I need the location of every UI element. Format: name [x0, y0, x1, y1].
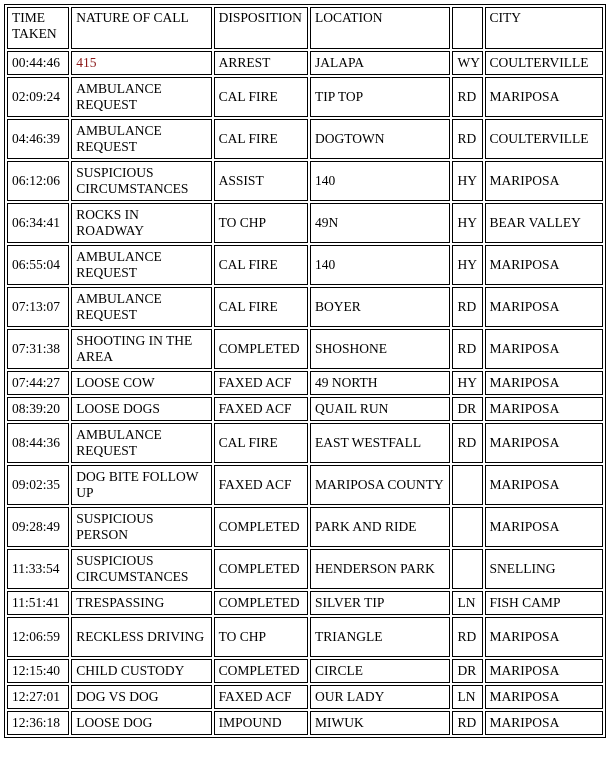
- cell-disposition: CAL FIRE: [214, 77, 308, 117]
- cell-disposition: IMPOUND: [214, 711, 308, 735]
- cell-disposition: CAL FIRE: [214, 423, 308, 463]
- cell-time-taken: 02:09:24: [7, 77, 69, 117]
- cell-nature-of-call: LOOSE DOG: [71, 711, 211, 735]
- table-row: [7, 711, 603, 735]
- table-row: [7, 507, 603, 547]
- cell-time-taken: 06:34:41: [7, 203, 69, 243]
- cell-city: MARIPOSA: [485, 77, 603, 117]
- header-suffix: [452, 7, 482, 49]
- cell-disposition: ASSIST: [214, 161, 308, 201]
- cell-time-taken: 11:51:41: [7, 591, 69, 615]
- cell-nature-of-call: SUSPICIOUS CIRCUMSTANCES: [71, 549, 211, 589]
- cell-city: COULTERVILLE: [485, 51, 603, 75]
- cell-suffix: LN: [452, 685, 482, 709]
- cell-disposition: FAXED ACF: [214, 371, 308, 395]
- cell-suffix: RD: [452, 77, 482, 117]
- cell-location: SILVER TIP: [310, 591, 450, 615]
- table-row: [7, 287, 603, 327]
- cell-time-taken: 09:02:35: [7, 465, 69, 505]
- cell-disposition: FAXED ACF: [214, 685, 308, 709]
- cell-city: COULTERVILLE: [485, 119, 603, 159]
- cell-location: 49N: [310, 203, 450, 243]
- header-time-taken: TIME TAKEN: [7, 7, 69, 49]
- cell-suffix: DR: [452, 397, 482, 421]
- cell-nature-of-call: SUSPICIOUS CIRCUMSTANCES: [71, 161, 211, 201]
- cell-disposition: TO CHP: [214, 203, 308, 243]
- cell-city: MARIPOSA: [485, 685, 603, 709]
- cell-nature-of-call: TRESPASSING: [71, 591, 211, 615]
- cell-location: MARIPOSA COUNTY: [310, 465, 450, 505]
- cell-location: SHOSHONE: [310, 329, 450, 369]
- cell-nature-of-call: SHOOTING IN THE AREA: [71, 329, 211, 369]
- table-row: [7, 161, 603, 201]
- table-row: [7, 119, 603, 159]
- table-row: [7, 465, 603, 505]
- cell-time-taken: 06:12:06: [7, 161, 69, 201]
- table-row: [7, 203, 603, 243]
- cell-time-taken: 07:44:27: [7, 371, 69, 395]
- cell-time-taken: 11:33:54: [7, 549, 69, 589]
- cell-disposition: CAL FIRE: [214, 287, 308, 327]
- cell-disposition: FAXED ACF: [214, 397, 308, 421]
- cell-disposition: COMPLETED: [214, 591, 308, 615]
- cell-city: BEAR VALLEY: [485, 203, 603, 243]
- cell-suffix: LN: [452, 591, 482, 615]
- cell-time-taken: 12:27:01: [7, 685, 69, 709]
- cell-city: MARIPOSA: [485, 465, 603, 505]
- header-row: [7, 7, 603, 49]
- cell-city: MARIPOSA: [485, 711, 603, 735]
- table-row: [7, 245, 603, 285]
- cell-city: MARIPOSA: [485, 371, 603, 395]
- table-row: [7, 685, 603, 709]
- cell-city: MARIPOSA: [485, 507, 603, 547]
- table-row: [7, 591, 603, 615]
- cell-location: DOGTOWN: [310, 119, 450, 159]
- cell-city: MARIPOSA: [485, 617, 603, 657]
- cell-suffix: HY: [452, 245, 482, 285]
- cell-suffix: HY: [452, 161, 482, 201]
- cell-time-taken: 07:31:38: [7, 329, 69, 369]
- cell-nature-of-call: 415: [71, 51, 211, 75]
- cell-time-taken: 00:44:46: [7, 51, 69, 75]
- cell-city: MARIPOSA: [485, 423, 603, 463]
- cell-location: TIP TOP: [310, 77, 450, 117]
- header-city: CITY: [485, 7, 603, 49]
- cell-nature-of-call: AMBULANCE REQUEST: [71, 77, 211, 117]
- table-row: [7, 371, 603, 395]
- cell-disposition: CAL FIRE: [214, 245, 308, 285]
- cell-location: 49 NORTH: [310, 371, 450, 395]
- cell-nature-of-call: AMBULANCE REQUEST: [71, 245, 211, 285]
- cell-nature-of-call: AMBULANCE REQUEST: [71, 423, 211, 463]
- cell-location: BOYER: [310, 287, 450, 327]
- cell-location: EAST WESTFALL: [310, 423, 450, 463]
- cell-nature-of-call: LOOSE COW: [71, 371, 211, 395]
- cell-city: MARIPOSA: [485, 397, 603, 421]
- cell-city: MARIPOSA: [485, 287, 603, 327]
- call-log-table: [4, 4, 606, 738]
- cell-time-taken: 09:28:49: [7, 507, 69, 547]
- cell-suffix: RD: [452, 287, 482, 327]
- header-nature-of-call: NATURE OF CALL: [71, 7, 211, 49]
- cell-disposition: TO CHP: [214, 617, 308, 657]
- cell-suffix: RD: [452, 711, 482, 735]
- cell-location: CIRCLE: [310, 659, 450, 683]
- cell-nature-of-call: RECKLESS DRIVING: [71, 617, 211, 657]
- cell-disposition: COMPLETED: [214, 659, 308, 683]
- cell-city: FISH CAMP: [485, 591, 603, 615]
- cell-suffix: [452, 507, 482, 547]
- cell-city: MARIPOSA: [485, 659, 603, 683]
- cell-time-taken: 07:13:07: [7, 287, 69, 327]
- cell-nature-of-call: LOOSE DOGS: [71, 397, 211, 421]
- cell-nature-of-call: DOG VS DOG: [71, 685, 211, 709]
- cell-nature-of-call: CHILD CUSTODY: [71, 659, 211, 683]
- cell-suffix: RD: [452, 329, 482, 369]
- cell-nature-of-call: AMBULANCE REQUEST: [71, 287, 211, 327]
- cell-time-taken: 08:39:20: [7, 397, 69, 421]
- table-row: [7, 51, 603, 75]
- cell-suffix: [452, 549, 482, 589]
- cell-suffix: HY: [452, 371, 482, 395]
- cell-time-taken: 12:06:59: [7, 617, 69, 657]
- cell-disposition: ARREST: [214, 51, 308, 75]
- cell-disposition: CAL FIRE: [214, 119, 308, 159]
- cell-suffix: RD: [452, 119, 482, 159]
- header-disposition: DISPOSITION: [214, 7, 308, 49]
- cell-location: PARK AND RIDE: [310, 507, 450, 547]
- cell-disposition: COMPLETED: [214, 549, 308, 589]
- cell-nature-of-call: ROCKS IN ROADWAY: [71, 203, 211, 243]
- cell-time-taken: 12:36:18: [7, 711, 69, 735]
- table-row: [7, 397, 603, 421]
- cell-suffix: WY: [452, 51, 482, 75]
- header-location: LOCATION: [310, 7, 450, 49]
- cell-disposition: COMPLETED: [214, 329, 308, 369]
- table-row: [7, 423, 603, 463]
- cell-suffix: DR: [452, 659, 482, 683]
- cell-city: MARIPOSA: [485, 161, 603, 201]
- cell-suffix: RD: [452, 423, 482, 463]
- cell-location: 140: [310, 245, 450, 285]
- table-row: [7, 659, 603, 683]
- table-row: [7, 617, 603, 657]
- call-log-body: [7, 51, 603, 735]
- cell-location: MIWUK: [310, 711, 450, 735]
- cell-disposition: FAXED ACF: [214, 465, 308, 505]
- cell-nature-of-call: AMBULANCE REQUEST: [71, 119, 211, 159]
- cell-location: OUR LADY: [310, 685, 450, 709]
- table-row: [7, 329, 603, 369]
- table-row: [7, 77, 603, 117]
- cell-time-taken: 06:55:04: [7, 245, 69, 285]
- cell-location: 140: [310, 161, 450, 201]
- cell-nature-of-call: DOG BITE FOLLOW UP: [71, 465, 211, 505]
- cell-city: MARIPOSA: [485, 245, 603, 285]
- cell-location: JALAPA: [310, 51, 450, 75]
- cell-location: HENDERSON PARK: [310, 549, 450, 589]
- cell-location: QUAIL RUN: [310, 397, 450, 421]
- cell-time-taken: 08:44:36: [7, 423, 69, 463]
- cell-nature-of-call: SUSPICIOUS PERSON: [71, 507, 211, 547]
- cell-location: TRIANGLE: [310, 617, 450, 657]
- cell-time-taken: 12:15:40: [7, 659, 69, 683]
- cell-suffix: HY: [452, 203, 482, 243]
- cell-suffix: [452, 465, 482, 505]
- table-row: [7, 549, 603, 589]
- cell-time-taken: 04:46:39: [7, 119, 69, 159]
- cell-suffix: RD: [452, 617, 482, 657]
- cell-city: MARIPOSA: [485, 329, 603, 369]
- cell-disposition: COMPLETED: [214, 507, 308, 547]
- cell-city: SNELLING: [485, 549, 603, 589]
